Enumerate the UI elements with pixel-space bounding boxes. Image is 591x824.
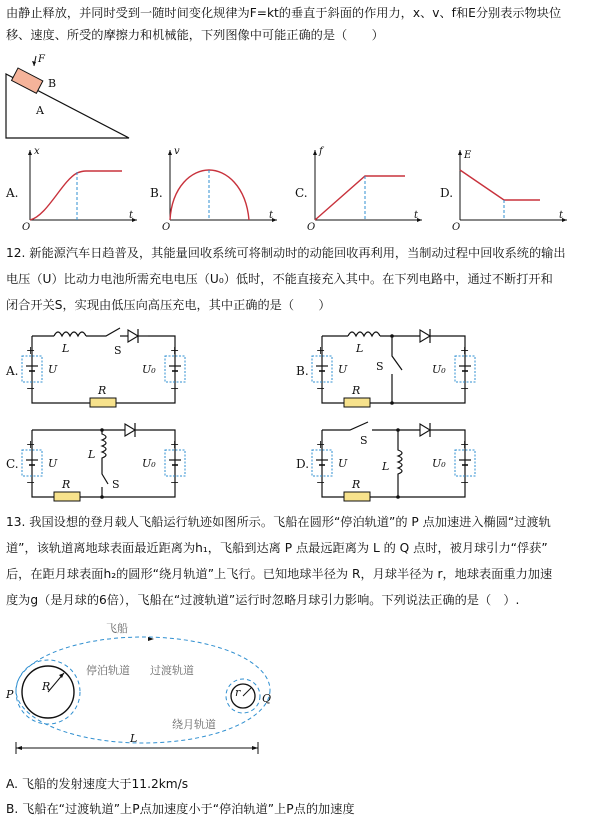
q11-option-c: C. <box>295 186 308 200</box>
circuit-a-switch-label: S <box>114 344 122 357</box>
circuit-c-u0-label: U₀ <box>142 457 156 470</box>
q13-text-line3: 后，在距月球表面h₂的圆形“绕月轨道”上飞行。已知地球半径为 R，月球半径为 r，地球表面重力加速 <box>6 567 553 581</box>
q12-text-line1: 12. 新能源汽车日趋普及，其能量回收系统可将制动时的动能回收再利用，当制动过程中回收系统的输出 <box>6 246 566 260</box>
q12-option-b: B. <box>296 364 309 378</box>
circuit-d-switch-label: S <box>360 434 368 447</box>
q12-text-line3: 闭合开关S，实现由低压向高压充电，其中正确的是（ ） <box>6 298 331 312</box>
graph-a-xlabel: t <box>129 210 134 221</box>
circuit-b-switch-label: S <box>376 360 384 373</box>
circuit-d-u0-label: U₀ <box>432 457 446 470</box>
incline-diagram <box>4 56 134 142</box>
q11-option-a: A. <box>6 186 19 200</box>
circuit-b-u-label: U <box>338 363 348 376</box>
graph-d-ylabel: E <box>464 150 472 161</box>
svg-text:+: + <box>170 438 180 451</box>
svg-text:+: + <box>26 438 36 451</box>
q12-text-line2: 电压（U）比动力电池所需充电电压（U₀）低时，不能直接充入其中。在下列电路中，通过不断打开和 <box>6 272 553 286</box>
circuit-c-resistor-label: R <box>62 478 71 491</box>
circuit-a-resistor-label: R <box>98 384 107 397</box>
graph-a <box>22 146 142 233</box>
circuit-d-u-label: U <box>338 457 348 470</box>
circuit-c-u-label: U <box>48 457 58 470</box>
circuit-d <box>310 412 475 507</box>
circuit-b <box>310 318 475 413</box>
orbit-diagram <box>2 618 292 763</box>
q12-option-c: C. <box>6 457 19 471</box>
graph-c-origin: O <box>307 222 316 233</box>
lunar-orbit-label: 绕月轨道 <box>172 718 216 731</box>
graph-a-ylabel: x <box>34 146 40 157</box>
circuit-d-inductor-label: L <box>382 460 390 473</box>
svg-text:−: − <box>26 382 36 395</box>
force-label: F <box>38 54 45 65</box>
graph-b <box>162 146 282 233</box>
circuit-d-resistor-label: R <box>352 478 361 491</box>
svg-text:−: − <box>316 476 326 489</box>
circuit-a-inductor-label: L <box>62 342 70 355</box>
svg-text:+: + <box>170 344 180 357</box>
ship-label: 飞船 <box>106 622 128 635</box>
circuit-c <box>20 412 185 507</box>
graph-b-xlabel: t <box>269 210 274 221</box>
graph-c-xlabel: t <box>414 210 419 221</box>
graph-b-origin: O <box>162 222 171 233</box>
circuit-a-u-label: U <box>48 363 58 376</box>
q13-text-line2: 道”，该轨道离地球表面最近距离为h₁，飞船到达离 P 点最远距离为 L 的 Q 点时，被月球引力“俘获” <box>6 541 548 555</box>
block-label: B <box>48 77 57 90</box>
q12-option-d: D. <box>296 457 310 471</box>
transfer-orbit-label: 过渡轨道 <box>150 664 194 677</box>
circuit-b-inductor-label: L <box>356 342 364 355</box>
earth-radius-label: R <box>42 680 51 693</box>
svg-text:+: + <box>316 344 326 357</box>
graph-a-origin: O <box>22 222 31 233</box>
q12-option-a: A. <box>6 364 19 378</box>
svg-text:+: + <box>460 344 470 357</box>
distance-l-label: L <box>130 732 138 745</box>
circuit-a-u0-label: U₀ <box>142 363 156 376</box>
circuit-c-inductor-label: L <box>88 448 96 461</box>
graph-b-ylabel: v <box>174 146 180 157</box>
svg-text:−: − <box>26 476 36 489</box>
point-p-label: P <box>6 688 14 701</box>
svg-text:+: + <box>316 438 326 451</box>
circuit-a <box>20 318 185 413</box>
q11-text-line2: 移、速度、所受的摩擦力和机械能，下列图像中可能正确的是（ ） <box>6 28 384 42</box>
parking-orbit-label: 停泊轨道 <box>86 664 130 677</box>
q11-option-b: B. <box>150 186 163 200</box>
circuit-c-switch-label: S <box>112 478 120 491</box>
svg-text:+: + <box>26 344 36 357</box>
graph-c <box>307 146 427 233</box>
circuit-b-resistor-label: R <box>352 384 361 397</box>
svg-text:−: − <box>316 382 326 395</box>
q13-text-line1: 13. 我国设想的登月载人飞船运行轨迹如图所示。飞船在圆形“停泊轨道”的 P 点加速进入椭圆“过渡轨 <box>6 515 551 529</box>
svg-text:−: − <box>170 382 180 395</box>
circuit-b-u0-label: U₀ <box>432 363 446 376</box>
graph-d-origin: O <box>452 222 461 233</box>
q11-text-line1: 由静止释放，并同时受到一随时间变化规律为F=kt的垂直于斜面的作用力，x、v、f和E分别表示物块位 <box>6 6 562 20</box>
q11-option-d: D. <box>440 186 454 200</box>
svg-text:−: − <box>460 382 470 395</box>
graph-d-xlabel: t <box>559 210 564 221</box>
incline-label: A <box>36 104 44 117</box>
svg-text:−: − <box>460 476 470 489</box>
svg-text:−: − <box>170 476 180 489</box>
q13-option-a: A. 飞船的发射速度大于11.2km/s <box>6 777 189 791</box>
graph-c-ylabel: f <box>319 146 323 157</box>
moon-radius-label: r <box>235 686 241 699</box>
point-q-label: Q <box>262 692 272 705</box>
svg-text:+: + <box>460 438 470 451</box>
graph-d <box>452 146 572 233</box>
q13-text-line4: 度为g（是月球的6倍），飞船在“过渡轨道”运行时忽略月球引力影响。下列说法正确的是（ ）. <box>6 593 520 607</box>
q13-option-b: B. 飞船在“过渡轨道”上P点加速度小于“停泊轨道”上P点的加速度 <box>6 802 355 816</box>
